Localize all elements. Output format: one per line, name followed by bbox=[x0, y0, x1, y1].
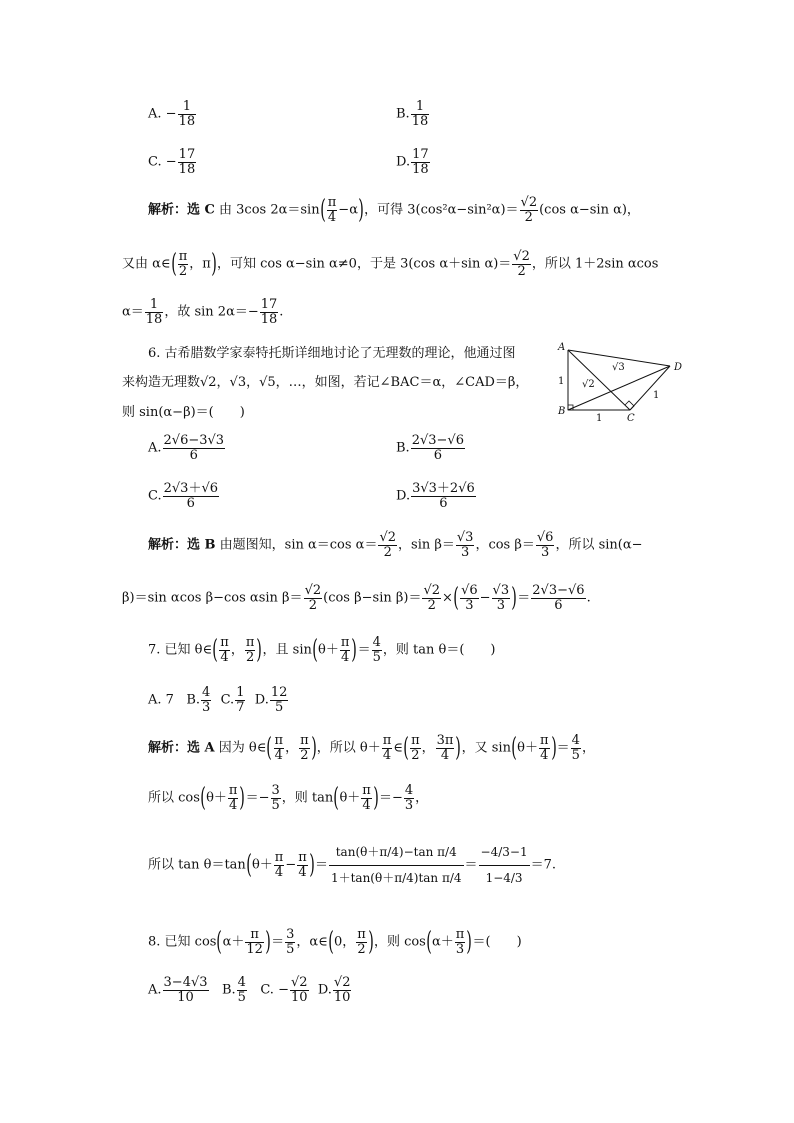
q6-option-a: A. $\frac{2√6-3√3}{6}$ bbox=[148, 433, 225, 463]
fraction: $\frac{17}{18}$ bbox=[260, 297, 278, 327]
fraction: $\frac{\pi}{4}$ bbox=[274, 849, 284, 880]
fraction: $\frac{\pi}{2}$ bbox=[178, 249, 188, 279]
q6-option-b: B. $\frac{2√3-√6}{6}$ bbox=[396, 433, 464, 463]
fraction: $\frac{12}{5}$ bbox=[270, 685, 288, 715]
q5-solution-line-2: 又由 α∈( $\frac{\pi}{2}$ ，π)，可知 cos α−sin α≠0，于是 3(cos α＋sin α)＝ $\frac{√2}{2}$ ，所以 1＋2sin αcos bbox=[122, 249, 659, 280]
fraction: $\frac{1}{18}$ bbox=[145, 297, 163, 327]
q7-options bbox=[148, 686, 289, 714]
q6-solution-line-1: 解析：选 B 由题图知，sin α＝cos α＝ $\frac{√2}{2}$ ，sin β＝ $\frac{√3}{3}$ ，cos β＝ $\frac{√6}{3}$ ，所以 sin(α− bbox=[148, 530, 643, 560]
q5-option-b: B. $\frac{1}{18}$ bbox=[396, 99, 429, 129]
side-ab-label: 1 bbox=[558, 376, 565, 387]
fraction: $\frac{\pi}{4}$ bbox=[298, 849, 307, 880]
fraction: $\frac{2√3+√6}{6}$ bbox=[163, 481, 219, 511]
q6-stem-line-2: 来构造无理数√2，√3，√5，…，如图，若记∠BAC＝α，∠CAD＝β， bbox=[122, 375, 529, 390]
q6-figure bbox=[556, 340, 696, 430]
fraction: $\frac{\pi}{3}$ bbox=[455, 927, 465, 957]
fraction: $\frac{\pi}{4}$ bbox=[382, 733, 392, 763]
fraction: $\frac{√2}{10}$ bbox=[290, 975, 308, 1005]
fraction: $\frac{4}{5}$ bbox=[237, 975, 246, 1005]
fraction: $\frac{1}{7}$ bbox=[236, 685, 245, 715]
fraction: $\frac{3-4√3}{10}$ bbox=[163, 975, 208, 1005]
q5-solution-line-3: α＝ $\frac{1}{18}$ ，故 sin 2α＝− $\frac{17}{18}$ . bbox=[122, 297, 284, 327]
fraction: $\frac{\pi}{4}$ bbox=[327, 195, 337, 225]
fraction: $\frac{√6}{3}$ bbox=[536, 530, 554, 560]
big-fraction: $\frac{-4/3-1}{1-4/3}$ bbox=[479, 840, 530, 890]
fraction: $\frac{\pi}{4}$ bbox=[539, 733, 549, 763]
fraction: $\frac{1}{18}$ bbox=[411, 99, 429, 129]
q7-solution-line-3: 所以 tan θ＝tan(θ＋ $\frac{\pi}{4}$ − $\frac{\pi}{4}$ )＝ $\frac{\text{tan(θ＋π/4)−tan π/4}}{\text{1＋tan(θ＋π/4)tan π/4}}$ ＝ $\frac{-4/3-1}{1-4/3}$ ＝7. bbox=[148, 840, 556, 890]
fraction: $\frac{17}{18}$ bbox=[412, 147, 429, 177]
q6-stem-line-3: 则 sin(α−β)＝( ) bbox=[122, 405, 245, 420]
q5-option-c: C. − $\frac{17}{18}$ bbox=[148, 147, 196, 177]
fraction: $\frac{2√3-√6}{6}$ bbox=[532, 583, 585, 613]
fraction: $\frac{1}{18}$ bbox=[178, 99, 196, 129]
q8-stem: 8. 已知 cos(α＋ $\frac{\pi}{12}$ )＝ $\frac{3}{5}$ ，α∈(0， $\frac{\pi}{2}$ )，则 cos(α＋ $\frac{\pi}{3}$ )＝( ) bbox=[148, 927, 522, 958]
fraction: $\frac{√2}{2}$ bbox=[513, 249, 530, 279]
fraction: $\frac{\pi}{2}$ bbox=[300, 733, 309, 763]
fraction: $\frac{√3}{3}$ bbox=[456, 530, 474, 560]
fraction: $\frac{3\pi}{4}$ bbox=[436, 733, 454, 763]
fraction: $\frac{4}{5}$ bbox=[571, 733, 580, 763]
fraction: $\frac{4}{3}$ bbox=[404, 783, 414, 813]
side-bc-label: 1 bbox=[596, 413, 603, 424]
fraction: $\frac{2√6-3√3}{6}$ bbox=[163, 433, 225, 463]
point-b-label: B bbox=[558, 406, 566, 417]
q5-option-d: D. $\frac{17}{18}$ bbox=[396, 147, 429, 177]
q8-option-c-label: C. bbox=[260, 982, 274, 998]
fraction: $\frac{3}{5}$ bbox=[286, 927, 295, 957]
side-cd-label: 1 bbox=[653, 390, 660, 401]
point-c-label: C bbox=[627, 413, 635, 424]
q7-option-d-label: D. bbox=[254, 692, 269, 708]
q5-solution-line-1: 解析：选 C 由 3cos 2α＝sin( $\frac{\pi}{4}$ −α)，可得 3(cos²α−sin²α)＝ $\frac{√2}{2}$ (cos α−sin α)， bbox=[148, 195, 640, 226]
q6-option-d: D. $\frac{3√3+2√6}{6}$ bbox=[396, 481, 475, 511]
fraction: $\frac{\pi}{4}$ bbox=[228, 783, 238, 813]
side-ac-label: √2 bbox=[582, 379, 595, 390]
fraction: $\frac{4}{3}$ bbox=[202, 685, 211, 715]
fraction: $\frac{\pi}{4}$ bbox=[274, 733, 284, 763]
fraction: $\frac{√2}{2}$ bbox=[423, 583, 441, 613]
fraction: $\frac{\pi}{2}$ bbox=[357, 927, 366, 957]
q7-solution-line-1: 解析：选 A 因为 θ∈( $\frac{\pi}{4}$ ， $\frac{\pi}{2}$ )，所以 θ＋ $\frac{\pi}{4}$ ∈( $\frac{\pi}{2}$ ， $\frac{3\pi}{4}$ )，又 sin(θ＋ $\frac{\pi}{4}$ )＝ $\frac{4}{5}$ ， bbox=[148, 733, 595, 764]
big-fraction: $\frac{\text{tan(θ＋π/4)−tan π/4}}{\text{1＋tan(θ＋π/4)tan π/4}}$ bbox=[329, 840, 464, 890]
fraction: $\frac{√2}{2}$ bbox=[379, 530, 397, 560]
fraction: $\frac{\pi}{4}$ bbox=[362, 783, 371, 813]
fraction: $\frac{√2}{10}$ bbox=[333, 975, 351, 1005]
q7-option-c-label: C. bbox=[220, 692, 235, 708]
q7-option-b-label: B. bbox=[186, 692, 201, 708]
triangle-diagram bbox=[556, 340, 696, 430]
fraction: $\frac{3}{5}$ bbox=[271, 783, 280, 813]
side-ad-label: √3 bbox=[612, 362, 625, 373]
fraction: $\frac{\pi}{12}$ bbox=[246, 927, 263, 957]
q7-solution-line-2: 所以 cos(θ＋ $\frac{\pi}{4}$ )＝− $\frac{3}{5}$ ，则 tan(θ＋ $\frac{\pi}{4}$ )＝− $\frac{4}{3}$ ， bbox=[148, 783, 429, 814]
q8-option-a-label: A. bbox=[148, 982, 162, 998]
q8-options: A. $\frac{3-4√3}{10}$ B. $\frac{4}{5}$ C. − $\frac{√2}{10}$ D. $\frac{√2}{10}$ bbox=[148, 975, 351, 1005]
fraction: $\frac{4}{5}$ bbox=[372, 635, 381, 665]
fraction: $\frac{√2}{2}$ bbox=[520, 195, 538, 225]
q5-option-a: A. − $\frac{1}{18}$ bbox=[148, 99, 196, 129]
q6-solution-line-2: β)＝sin αcos β−cos αsin β＝ $\frac{√2}{2}$ (cos β−sin β)＝ $\frac{√2}{2}$ ×( $\frac{√6}{3}$ − $\frac{√3}{3}$ )＝ $\frac{2√3-√6}{6}$ . bbox=[122, 583, 591, 614]
q7-option-a: A. 7 bbox=[148, 692, 174, 708]
fraction: $\frac{\pi}{4}$ bbox=[340, 635, 350, 665]
q6-stem-line-1: 6. 古希腊数学家泰特托斯详细地讨论了无理数的理论，他通过图 bbox=[148, 346, 516, 361]
fraction: $\frac{\pi}{2}$ bbox=[245, 635, 255, 665]
fraction: $\frac{\pi}{4}$ bbox=[220, 635, 229, 665]
fraction: $\frac{√2}{2}$ bbox=[304, 583, 322, 613]
fraction: $\frac{√6}{3}$ bbox=[461, 583, 478, 613]
fraction: $\frac{√3}{3}$ bbox=[492, 583, 510, 613]
point-d-label: D bbox=[674, 362, 683, 373]
fraction: $\frac{3√3+2√6}{6}$ bbox=[412, 481, 475, 511]
fraction: $\frac{\pi}{2}$ bbox=[411, 733, 420, 763]
q7-stem: 7. 已知 θ∈( $\frac{\pi}{4}$ ， $\frac{\pi}{2}$ )，且 sin(θ＋ $\frac{\pi}{4}$ )＝ $\frac{4}{5}$ ，则 tan θ＝( ) bbox=[148, 635, 496, 666]
q8-option-d-label: D. bbox=[317, 982, 332, 998]
point-a-label: A bbox=[558, 342, 566, 353]
q8-option-b-label: B. bbox=[221, 982, 236, 998]
fraction: $\frac{17}{18}$ bbox=[178, 147, 196, 177]
q6-option-c: C. $\frac{2√3+√6}{6}$ bbox=[148, 481, 219, 511]
fraction: $\frac{2√3-√6}{6}$ bbox=[411, 433, 464, 463]
